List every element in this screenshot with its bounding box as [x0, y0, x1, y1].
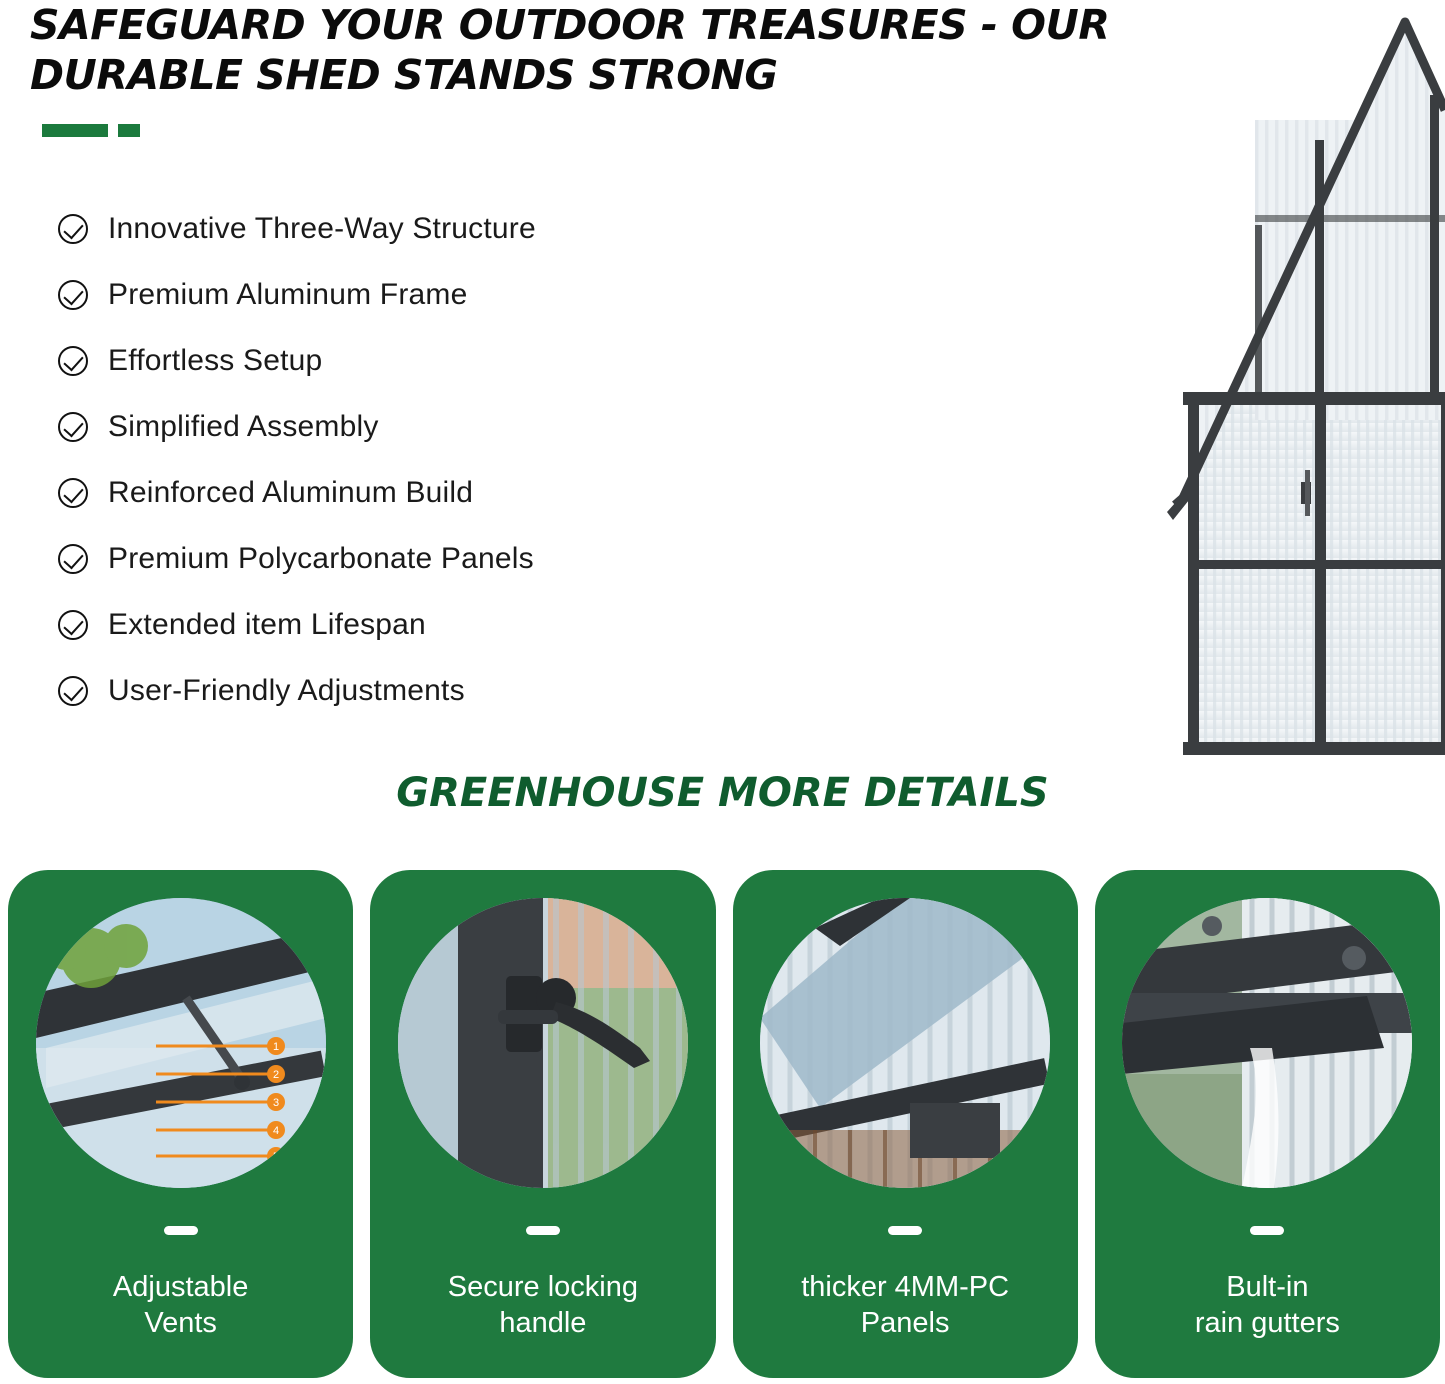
polycarbonate-panel-photo	[760, 898, 1050, 1188]
feature-list	[58, 196, 718, 724]
list-item	[58, 460, 718, 526]
accent-rule-long	[42, 124, 108, 137]
check-icon	[58, 346, 88, 376]
accent-rule	[42, 124, 140, 137]
page-title: SAFEGUARD YOUR OUTDOOR TREASURES - OUR DURABLE SHED STANDS STRONG	[30, 1, 1110, 100]
list-item	[58, 658, 718, 724]
card-caption-line1: Bult-in	[1226, 1271, 1309, 1303]
check-icon	[58, 610, 88, 640]
card-caption	[383, 1269, 703, 1342]
check-icon	[58, 544, 88, 574]
card-caption	[745, 1269, 1065, 1342]
svg-text:2: 2	[272, 1069, 279, 1081]
svg-text:3: 3	[272, 1097, 279, 1109]
card-divider-dash	[1250, 1226, 1284, 1235]
feature-label: User-Friendly Adjustments	[108, 674, 465, 707]
list-item	[58, 328, 718, 394]
card-caption-line1: thicker 4MM-PC	[801, 1271, 1010, 1303]
feature-label: Premium Aluminum Frame	[108, 278, 468, 311]
accent-rule-short	[118, 124, 140, 137]
feature-label: Innovative Three-Way Structure	[108, 212, 536, 245]
svg-text:5: 5	[272, 1151, 279, 1163]
list-item	[58, 394, 718, 460]
card-divider-dash	[164, 1226, 198, 1235]
card-caption-line2: handle	[499, 1307, 587, 1340]
card-divider-dash	[888, 1226, 922, 1235]
check-icon	[58, 478, 88, 508]
panel-illustration	[760, 898, 1050, 1188]
check-icon	[58, 214, 88, 244]
feature-label: Reinforced Aluminum Build	[108, 476, 474, 509]
list-item	[58, 526, 718, 592]
details-section-title: GREENHOUSE MORE DETAILS	[396, 770, 1049, 816]
svg-text:4: 4	[272, 1125, 279, 1137]
list-item	[58, 196, 718, 262]
rain-gutter-photo	[1122, 898, 1412, 1188]
detail-card-thicker-panels	[733, 870, 1078, 1378]
feature-label: Effortless Setup	[108, 344, 323, 377]
vent-illustration	[36, 898, 326, 1188]
svg-text:1: 1	[272, 1041, 279, 1053]
card-caption	[21, 1269, 341, 1342]
detail-card-adjustable-vents	[8, 870, 353, 1378]
card-caption-line2: Vents	[144, 1307, 217, 1340]
detail-card-secure-locking-handle	[370, 870, 715, 1378]
card-caption-line2: rain gutters	[1194, 1307, 1340, 1340]
card-caption	[1107, 1269, 1427, 1342]
greenhouse-product-image	[655, 0, 1445, 755]
check-icon	[58, 412, 88, 442]
greenhouse-illustration	[655, 0, 1445, 755]
detail-card-rain-gutters	[1095, 870, 1440, 1378]
card-divider-dash	[526, 1226, 560, 1235]
door-handle-photo	[398, 898, 688, 1188]
list-item	[58, 262, 718, 328]
feature-label: Simplified Assembly	[108, 410, 379, 443]
handle-illustration	[398, 898, 688, 1188]
skylight-vent-photo	[36, 898, 326, 1188]
feature-label: Premium Polycarbonate Panels	[108, 542, 534, 575]
list-item	[58, 592, 718, 658]
check-icon	[58, 280, 88, 310]
card-caption-line1: Secure locking	[447, 1271, 638, 1303]
card-caption-line2: Panels	[860, 1307, 950, 1340]
details-card-grid	[8, 870, 1440, 1378]
feature-label: Extended item Lifespan	[108, 608, 426, 641]
gutter-illustration	[1122, 898, 1412, 1188]
card-caption-line1: Adjustable	[112, 1271, 249, 1303]
check-icon	[58, 676, 88, 706]
